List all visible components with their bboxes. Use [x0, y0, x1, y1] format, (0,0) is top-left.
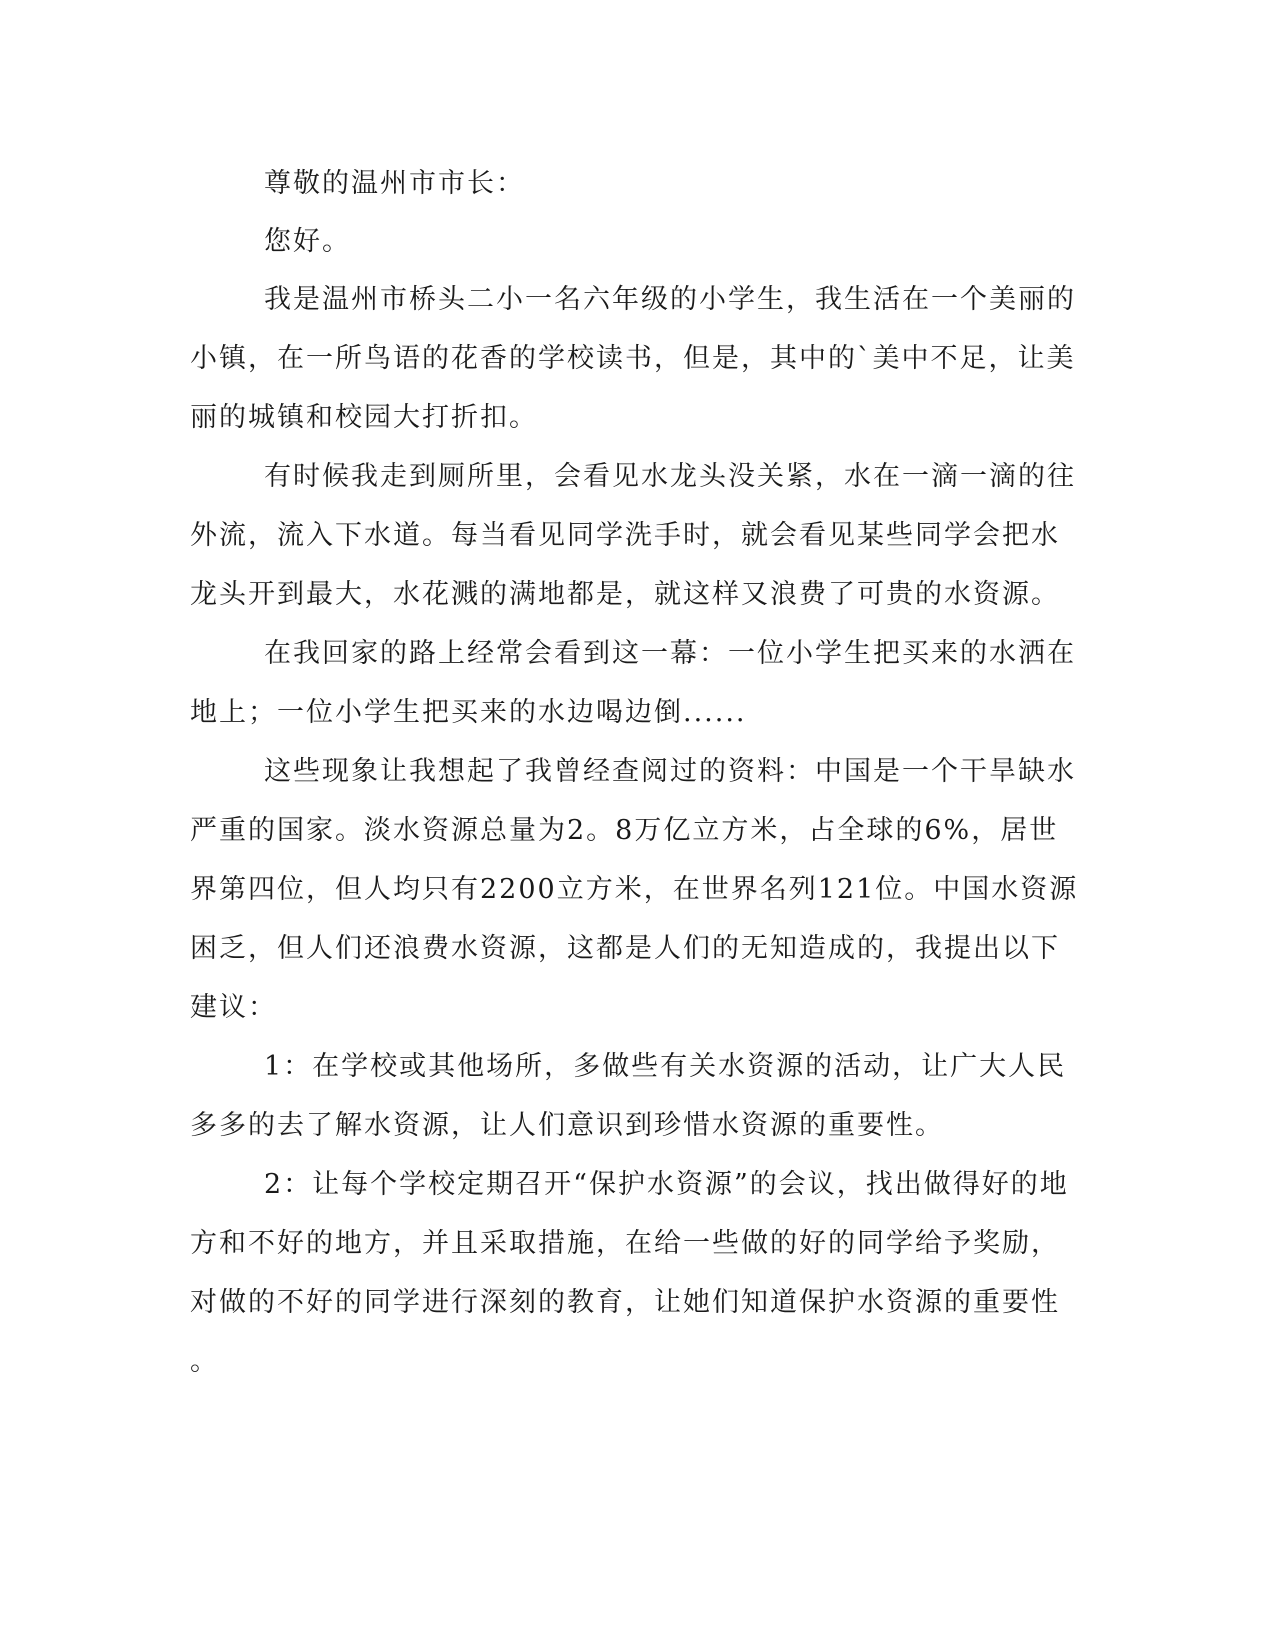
paragraph-2-line-3: 龙头开到最大，水花溅的满地都是，就这样又浪费了可贵的水资源。 — [190, 579, 1060, 610]
paragraph-1-line-2: 小镇，在一所鸟语的花香的学校读书，但是，其中的`美中不足，让美 — [190, 343, 1076, 374]
paragraph-2-line-1: 有时候我走到厕所里，会看见水龙头没关紧，水在一滴一滴的往 — [264, 461, 1076, 492]
salutation: 尊敬的温州市市长： — [264, 168, 525, 199]
paragraph-4-line-2: 严重的国家。淡水资源总量为2。8万亿立方米，占全球的6%，居世 — [190, 815, 1059, 846]
paragraph-3-line-1: 在我回家的路上经常会看到这一幕：一位小学生把买来的水洒在 — [264, 638, 1076, 669]
paragraph-4-line-3: 界第四位，但人均只有2200立方米，在世界名列121位。中国水资源 — [190, 874, 1079, 905]
paragraph-3-line-2: 地上；一位小学生把买来的水边喝边倒...... — [190, 697, 747, 728]
paragraph-6-line-1: 2：让每个学校定期召开“保护水资源”的会议，找出做得好的地 — [264, 1169, 1069, 1200]
paragraph-5-line-2: 多多的去了解水资源，让人们意识到珍惜水资源的重要性。 — [190, 1110, 944, 1141]
greeting: 您好。 — [264, 226, 351, 257]
paragraph-1-line-3: 丽的城镇和校园大打折扣。 — [190, 402, 538, 433]
paragraph-1-line-1: 我是温州市桥头二小一名六年级的小学生，我生活在一个美丽的 — [264, 284, 1076, 315]
paragraph-6-line-4: 。 — [190, 1346, 219, 1377]
paragraph-4-line-4: 困乏，但人们还浪费水资源，这都是人们的无知造成的，我提出以下 — [190, 933, 1060, 964]
paragraph-4-line-1: 这些现象让我想起了我曾经查阅过的资料：中国是一个干旱缺水 — [264, 756, 1076, 787]
paragraph-4-line-5: 建议： — [190, 992, 277, 1023]
paragraph-6-line-2: 方和不好的地方，并且采取措施，在给一些做的好的同学给予奖励， — [190, 1228, 1060, 1259]
paragraph-2-line-2: 外流，流入下水道。每当看见同学洗手时，就会看见某些同学会把水 — [190, 520, 1060, 551]
paragraph-5-line-1: 1：在学校或其他场所，多做些有关水资源的活动，让广大人民 — [264, 1051, 1067, 1082]
paragraph-6-line-3: 对做的不好的同学进行深刻的教育，让她们知道保护水资源的重要性 — [190, 1287, 1060, 1318]
